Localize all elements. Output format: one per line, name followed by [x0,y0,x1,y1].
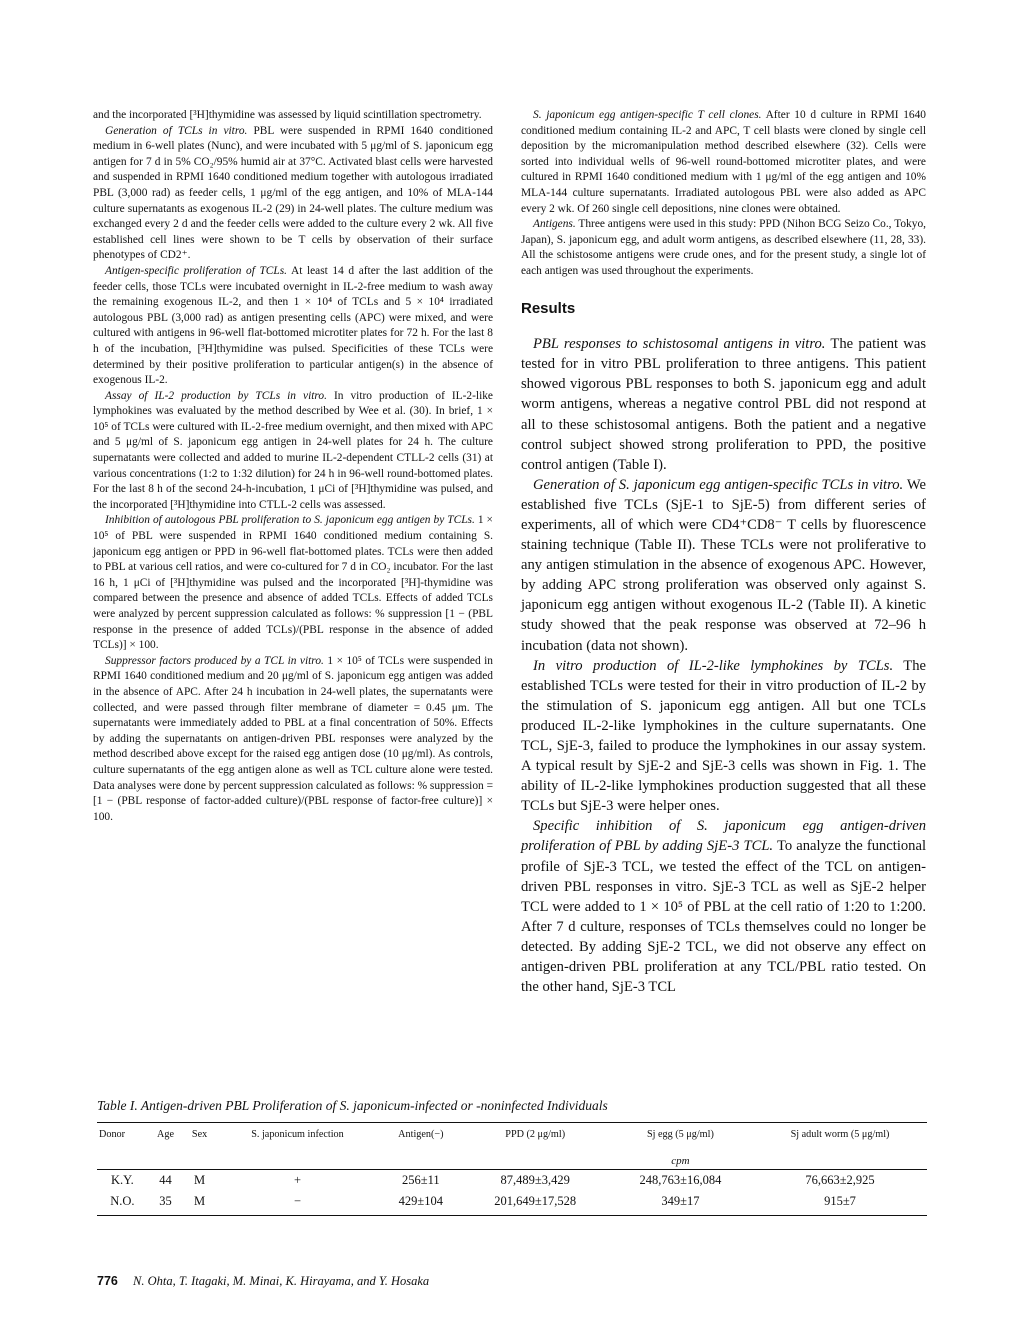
table-header-row [97,1123,927,1146]
table-row [97,1170,927,1191]
paragraph-text: The patient was tested for in vitro PBL proliferation to three antigens. This patient showed vigorous PBL responses to both S. japonicum egg and adult worm antigens, whereas a negative control PBL did not respond at all to these schistosomal antigens. Both the patient and a negative control subject showed strong proliferation to PPD, the positive control antigen (Table I). [521,336,926,473]
paragraph-text: 1 × 10⁵ of TCLs were suspended in RPMI 1640 conditioned medium and 20 μg/ml of S. japonicum egg antigen was added in the absence of APC. After 24 h incubation in 24-well plates, the supernatants were collected, and were passed through filter membrane of diameter = 0.45 μm. The supernatants were immediately added to PBL at a final concentration of 50%. Effects by adding the supernatants on antigen-driven PBL responses were analyzed by the method described above except for the raised egg antigen dose (10 μg/ml). As controls, culture supernatants of the egg antigen alone as well as TCL culture alone were tested. Data analyses were done by percent suppression calculated as follows: % suppression = [1 − (PBL response of factor-added culture)/(PBL response of factor-free culture)] × 100. [93,654,494,823]
table-cell: 201,649±17,528 [463,1191,608,1216]
table-cell: 44 [159,1173,172,1187]
unit-label: cpm [671,1155,690,1167]
table-cell: M [183,1191,216,1216]
paragraph [521,108,926,217]
paragraph-text: Three antigens were used in this study: PPD (Nihon BCG Seizo Co., Tokyo, Japan), S. japonicum egg, and adult worm antigens, as described elsewhere (11, 28, 33). All the schistosome antigens were crude ones, and for the present study, a single lot of each antigen was used throughout the experiments. [521,218,926,277]
table-cell: 248,763±16,084 [639,1173,722,1187]
methods-continued [521,108,926,280]
paragraph [93,654,493,826]
results-heading: Results [521,299,576,317]
paragraph-heading: Antigen-specific proliferation of TCLs. [105,264,287,277]
paragraph [521,217,926,279]
column-header: Age [157,1129,175,1140]
paragraph-heading: Specific inhibition of S. japonicum egg antigen-driven proliferation of PBL by adding SjE-3 TCL. [521,818,926,855]
caption-part-1: Table I. Antigen-driven PBL Proliferation of [97,1098,340,1113]
column-header: Antigen(−) [398,1129,444,1140]
table-cell: 35 [148,1191,183,1216]
table-cell: 256±11 [402,1173,440,1187]
table-1 [97,1098,927,1216]
table-cell: 915±7 [753,1191,927,1216]
paragraph [93,513,493,653]
paragraph [521,816,926,997]
paragraph-heading: Assay of IL-2 production by TCLs in vitro. [105,389,327,402]
right-column [521,108,926,997]
column-header: Donor [99,1129,126,1140]
caption-part-3: -infected or -noninfected Individuals [410,1098,608,1113]
paragraph-heading: Antigens. [533,218,576,231]
paragraph-text: 1 × 10⁵ of PBL were suspended in RPMI 1640 conditioned medium containing S. japonicum egg antigen or PPD in 96-well flat-bottomed plates. TCLs were then added to PBL at various cell ratios, and were co-cultured for 7 d in CO₂ incubator. For the last 16 h, 1 μCi of [³H]thymidine was pulsed and the incorporated [³H]-thymidine was compared between the presence and absence of added TCLs. Effects of added TCLs were analyzed by percent suppression calculated as follows: % suppression [1 − (PBL response in the presence of added TCLs)/(PBL response in the absence of added TCLs)] × 100. [93,514,493,652]
paragraph-heading: Generation of S. japonicum egg antigen-specific TCLs in vitro. [533,476,904,493]
paragraph [93,108,493,124]
table-cell: K.Y. [111,1173,134,1187]
paragraph-heading: Generation of TCLs in vitro. [105,124,248,137]
paragraph-text: At least 14 d after the last addition of the feeder cells, those TCLs were incubated overnight in IL-2-free medium to wash away the remaining exogenous IL-2, and then 1 × 10⁴ of TCLs and 5 × 10⁴ irradiated autologous PBL (3,000 rad) as antigen presenting cells (APC) were mixed, and were cultured with antigens in 96-well flat-bottomed microtiter plates for 72 h. For the last 8 h of the incubation, [³H]thymidine was pulsed. Specificities of these TCLs were determined by their positive proliferation to particular antigen(s) in the absence of exogenous IL-2. [93,264,493,387]
paragraph [93,124,493,264]
page-footer [97,1274,429,1289]
page-number: 776 [97,1274,118,1288]
caption-part-2: S. japonicum [339,1098,411,1113]
paragraph [521,334,926,475]
table-row [97,1191,927,1216]
table-cell: + [293,1173,302,1187]
paragraph [521,656,926,817]
unit-row [97,1145,927,1170]
column-header: S. japonicum infection [251,1129,344,1140]
paragraph [93,264,493,389]
paragraph-text: The established TCLs were tested for their in vitro production of IL-2 by the stimulation of S. japonicum egg antigen. All but one TCLs produced IL-2-like lymphokines in the culture supernatants. One TCL, SjE-3, failed to produce the lymphokines in our assay system. A typical result by SjE-2 and SjE-3 cells was shown in Fig. 1. The ability of IL-2-like lymphokines production suggested that all these TCLs but SjE-3 were helper ones. [521,657,926,815]
paragraph-heading: In vitro production of IL-2-like lymphokines by TCLs. [533,657,894,674]
table-cell: 76,663±2,925 [805,1173,875,1187]
paragraph-heading: Suppressor factors produced by a TCL in vitro. [105,654,324,667]
column-header: Sj adult worm (5 μg/ml) [790,1129,890,1140]
paragraph-text: To analyze the functional profile of SjE-3 TCL, we tested the effect of the TCL on antigen-driven PBL responses in vitro. SjE-3 TCL as well as SjE-2 helper TCL were added to 1 × 10⁵ of PBL at the cell ratio of 1:20 to 1:200. After 7 d culture, responses of TCLs themselves could no longer be detected. By adding SjE-2 TCL, we did not observe any effect on antigen-driven PBL proliferation at any TCL/PBL ratio tested. On the other hand, SjE-3 TCL [521,838,927,996]
paragraph [521,475,926,656]
results-section [521,334,926,997]
paragraph-heading: S. japonicum egg antigen-specific T cell clones. [533,109,762,121]
table-cell: 349±17 [608,1191,753,1216]
paragraph-text: PBL were suspended in RPMI 1640 conditioned medium in 6-well plates (Nunc), and were incubated with 5 μg/ml of S. japonicum egg antigen for 7 d in 5% CO₂/95% humid air at 37°C. Activated blast cells were harvested and suspended in RPMI 1640 conditioned medium together with autologous irradiated PBL (3,000 rad) as feeder cells, 1 μg/ml of the egg antigen, and 10% of MLA-144 culture supernatants as exogenous IL-2 (29) in 24-well plates. The culture medium was exchanged every 2 d and the feeder cells were added to the culture every 2 wk. All five established cell lines were shown to be T cells by observation of their surface phenotypes of CD2⁺. [93,124,493,262]
paragraph-heading: Inhibition of autologous PBL proliferation to S. japonicum egg antigen by TCLs. [105,514,475,527]
table-cell: N.O. [97,1191,148,1216]
column-header: Sj egg (5 μg/ml) [646,1129,714,1140]
table-cell: − [216,1191,379,1216]
paragraph [93,389,493,514]
data-table [97,1122,927,1216]
table-cell: M [194,1173,206,1187]
paragraph-text: In vitro production of IL-2-like lymphokines was evaluated by the method described by Wee et al. (30). In brief, 1 × 10⁵ of TCLs were cultured with IL-2-free medium overnight, and then mixed with APC and 5 μg/ml of S. japonicum egg antigen in 24-well plates for 24 h. The culture supernatants were collected and added to murine IL-2-dependent CTLL-2 cells (31) at various concentrations (1:2 to 1:32 dilution) for 24 h in 96-well round-bottomed plates. For the last 8 h of the second 24-h-incubation, 1 μCi of [³H]thymidine was pulsed, and the incorporated [³H]thymidine into CTLL-2 cells was assessed. [93,389,493,511]
table-caption [97,1098,927,1114]
table-cell: 87,489±3,429 [500,1173,570,1187]
paragraph-text: and the incorporated [³H]thymidine was assessed by liquid scintillation spectrometry. [93,109,482,121]
paragraph-heading: PBL responses to schistosomal antigens in vitro. [533,336,826,353]
column-header: PPD (2 μg/ml) [505,1129,566,1140]
paragraph-text: After 10 d culture in RPMI 1640 conditioned medium containing IL-2 and APC, T cell blasts were cloned by single cell deposition by the micromanipulation method described elsewhere (32). Cells were sorted into individual wells of 96-well round-bottomed microtiter plates, and were cultured in RPMI 1640 conditioned medium with 1 μg/ml of the egg antigen and 10% MLA-144 culture supernatants. Irradiated autologous PBL were also added as APC every 2 wk. Of 260 single cell depositions, nine clones were obtained. [521,109,926,215]
running-authors: N. Ohta, T. Itagaki, M. Minai, K. Hirayama, and Y. Hosaka [132,1274,430,1288]
table-cell: 429±104 [379,1191,462,1216]
paragraph-text: We established five TCLs (SjE-1 to SjE-5) from different series of experiments, all of which were CD4⁺CD8⁻ T cells by fluorescence staining technique (Table II). These TCLs were not proliferative to any antigen stimulation in the absence of exogenous APC. However, by adding APC strong proliferation was observed only against S. japonicum egg antigen without exogenous IL-2 (Table II). A kinetic study showed that the peak response was observed at 72–96 h incubation (data not shown). [521,476,927,654]
left-column [93,108,493,825]
column-header: Sex [191,1129,208,1140]
